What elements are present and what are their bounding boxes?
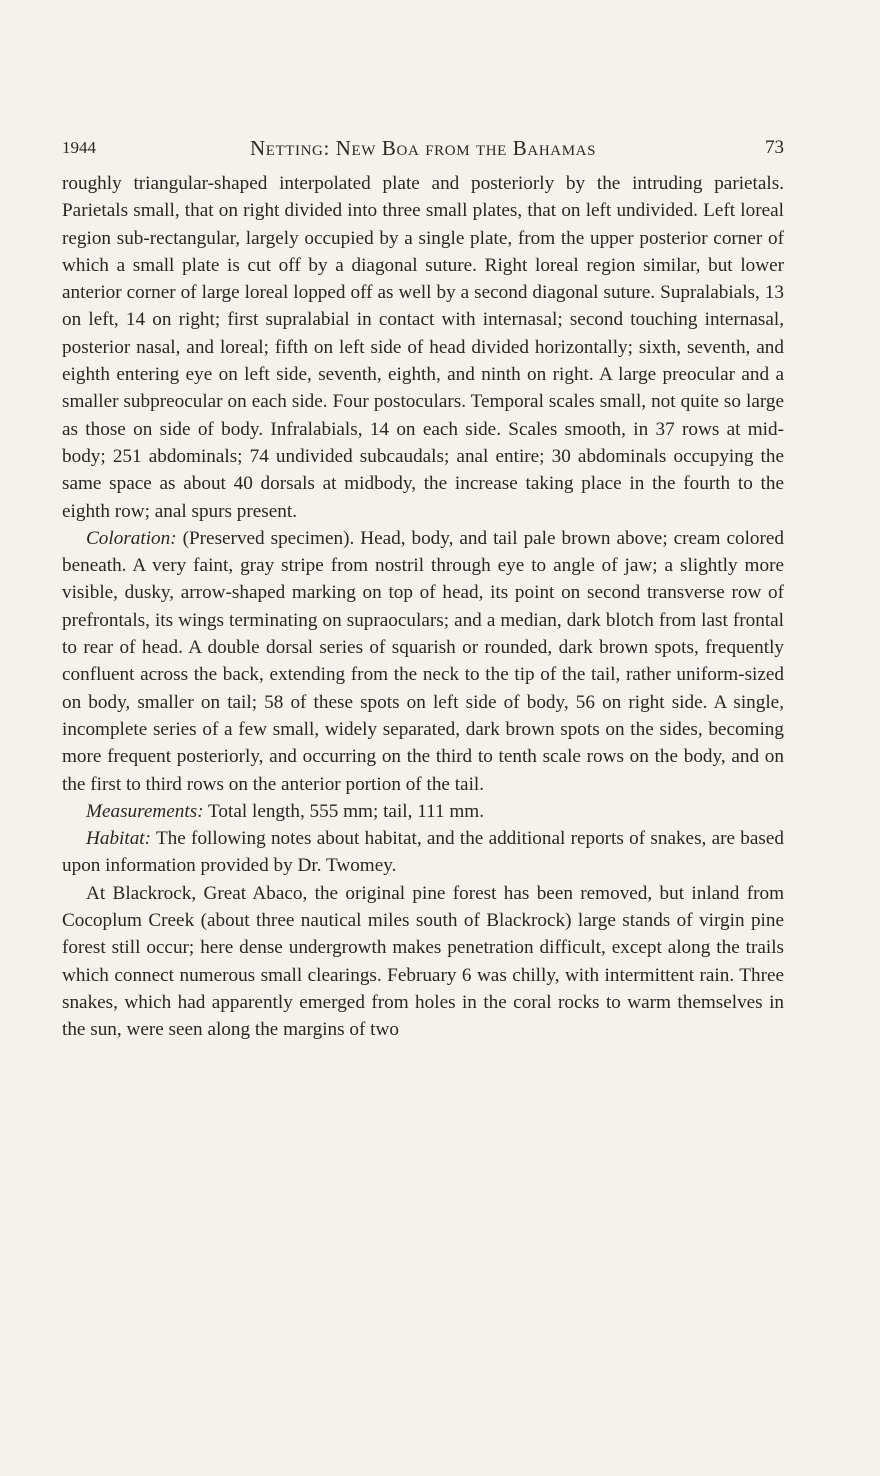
paragraph-description-continued (62, 170, 784, 525)
paragraph-text: At Blackrock, Great Abaco, the original pine forest has been removed, but inland from Cocoplum Creek (about three nautical miles south of Blackrock) large stands of virgin pine forest still occur; here dense undergrowth makes penetration difficult, except along the trails which connect numerous small clearings. February 6 was chilly, with intermittent rain. Three snakes, which had apparently emerged from holes in the coral rocks to warm themselves in the sun, were seen along the margins of two (62, 882, 784, 1041)
paragraph-text: (Preserved specimen). Head, body, and tail pale brown above; cream colored beneath. A very faint, gray stripe from nostril through eye to angle of jaw; a slightly more visible, dusky, arrow-shaped marking on top of head, its point on second transverse row of prefrontals, its wings terminating on supraoculars; and a median, dark blotch from last frontal to rear of head. A double dorsal series of squarish or rounded, dark brown spots, frequently confluent across the back, extending from the neck to the tip of the tail, rather uniform-sized on body, smaller on tail; 58 of these spots on left side of body, 56 on right side. A single, incomplete series of a few small, widely separated, dark brown spots on the sides, becoming more frequent posteriorly, and occurring on the third to tenth scale rows on the body, and on the first to third rows on the anterior portion of the tail. (62, 527, 784, 795)
header-year: 1944 (62, 138, 96, 157)
body-text (62, 170, 784, 1044)
paragraph-habitat (62, 825, 784, 880)
paragraph-coloration (62, 525, 784, 798)
section-label-habitat: Habitat: (86, 828, 152, 850)
page-number: 73 (765, 137, 784, 158)
paragraph-text: roughly triangular-shaped interpolated plate and posteriorly by the intruding parietals. Parietals small, that on right divided into three small plates, that on left undivided. Left loreal region sub-rectangular, largely occupied by a single plate, from the upper posterior corner of which a small plate is cut off by a diagonal suture. Right loreal region similar, but lower anterior corner of large loreal lopped off as well by a second diagonal suture. Supralabials, 13 on left, 14 on right; first supralabial in contact with internasal; second touching internasal, posterior nasal, and loreal; fifth on left side of head divided horizontally; sixth, seventh, and eighth entering eye on left side, seventh, eighth, and ninth on right. A large preocular and a smaller subpreocular on each side. Four postoculars. Temporal scales small, not quite so large as those on side of body. Infralabials, 14 on each side. Scales smooth, in 37 rows at mid-body; 251 abdominals; 74 undivided subcaudals; anal entire; 30 abdominals occupying the same space as about 40 dorsals at midbody, the increase taking place in the fourth to the eighth row; anal spurs present. (62, 173, 784, 522)
paragraph-measurements (62, 798, 784, 825)
header-title: Netting: New Boa from the Bahamas (249, 136, 597, 160)
paragraph-text: Total length, 555 mm; tail, 111 mm. (203, 800, 485, 822)
section-label-measurements: Measurements: (86, 800, 204, 822)
running-header (62, 136, 784, 168)
section-label-coloration: Coloration: (86, 527, 177, 549)
paragraph-blackrock (62, 880, 784, 1044)
paragraph-text: The following notes about habitat, and the additional reports of snakes, are based upon information provided by Dr. Twomey. (62, 828, 784, 877)
document-page (62, 136, 784, 1044)
